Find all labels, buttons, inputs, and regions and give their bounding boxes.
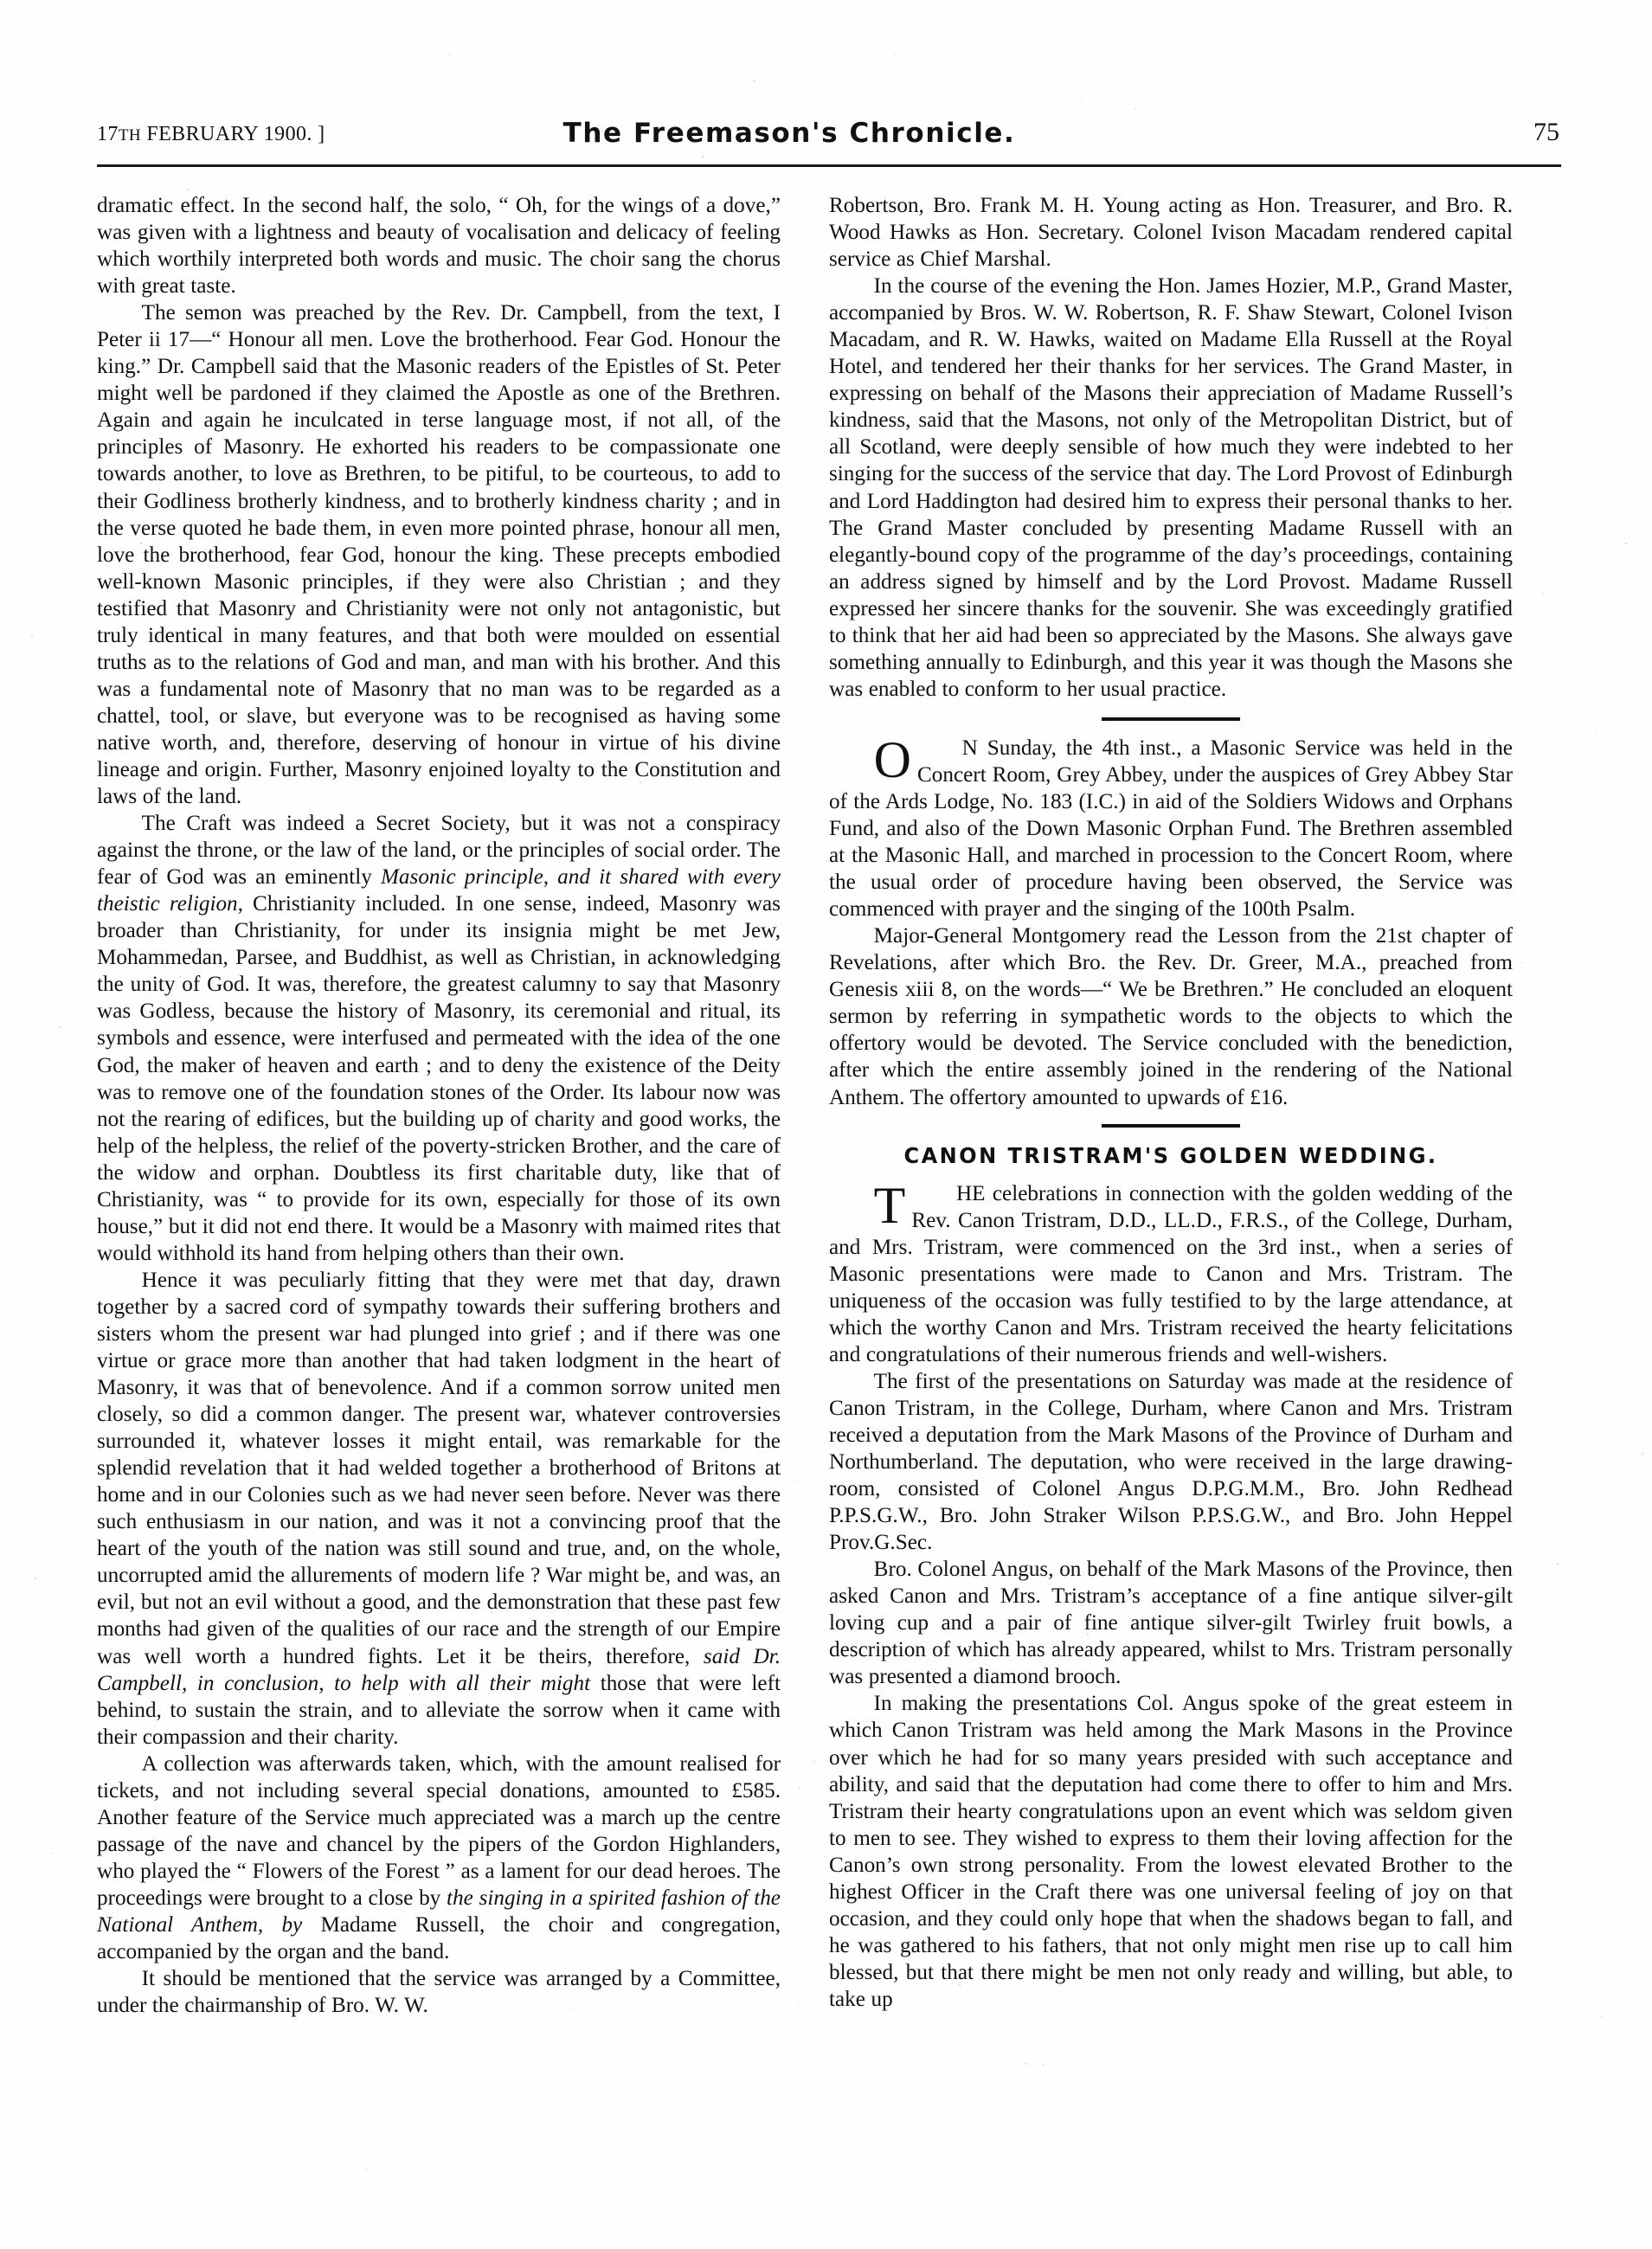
- scan-speck: [852, 1308, 853, 1310]
- scan-speck: [1001, 1895, 1003, 1897]
- scan-speck: [52, 1853, 54, 1854]
- scan-speck: [188, 189, 190, 190]
- paragraph-robertson-officers: Robertson, Bro. Frank M. H. Young acting as Hon. Treasurer, and Bro. R. Wood Hawks as Hon. Secretary. Colonel Ivison Macadam rendered capital service as Chief Marshal.: [829, 194, 1513, 272]
- scan-speck: [61, 301, 62, 303]
- paragraph-colonel-angus-behalf: Bro. Colonel Angus, on behalf of the Mark Masons of the Province, then asked Canon and Mrs. Tristram’s acceptance of a fine antique silver-gilt loving cup and a pair of fine antique silver-gilt Twirley fruit bowls, a description of which has already appeared, whilst to Mrs. Tristram personally was presented a diamond brooch.: [829, 1558, 1513, 1689]
- run-roman-4: those that were left behind, to sustain the strain, and to alleviate the sorrow when it came with their compassion and their charity.: [97, 1671, 781, 1749]
- scan-speck: [460, 1355, 462, 1357]
- scan-speck: [386, 689, 388, 691]
- scan-speck: [440, 1529, 442, 1531]
- scan-speck: [638, 256, 640, 258]
- dropcap-t: T: [873, 1176, 906, 1234]
- scan-speck: [1487, 327, 1488, 329]
- scan-speck: [1600, 2016, 1602, 2018]
- scan-speck: [1186, 870, 1187, 871]
- scan-speck: [976, 340, 978, 342]
- scan-speck: [671, 489, 672, 491]
- scan-speck: [1500, 511, 1501, 513]
- paragraph-hence-peculiarly-fitting: [97, 1267, 781, 1751]
- paragraph-dramatic-effect: dramatic effect. In the second half, the solo, “ Oh, for the wings of a dove,” was given with a lightness and beauty of vocalisation and delicacy of feeling which worthily interpreted both words and music. The choir sang the chorus with great taste.: [97, 194, 781, 299]
- journal-title: The Freemason's Chronicle.: [562, 118, 1016, 149]
- scan-speck: [434, 476, 436, 478]
- run-roman-5: A collection was afterwards taken, which, with the amount realised for tickets, and not including several special donations, amounted to £585. Another feature of the Service much appreciated was a march up the centre passage of the nave and chancel by the pipers of the Gordon Highlanders, who played the “ Flowers of the Forest ” as a lament for our dead heroes. The proceedings were brought to a close by: [97, 1751, 781, 1910]
- scan-speck: [879, 713, 881, 715]
- scan-speck: [295, 2104, 297, 2105]
- scan-speck: [1521, 962, 1523, 964]
- issue-date-superior: TH: [118, 126, 141, 145]
- scan-speck: [794, 1480, 795, 1481]
- scan-speck: [1406, 426, 1408, 427]
- dropcap-first-line: N Sunday, the 4th inst., a Masonic Service was held in the: [961, 736, 1513, 760]
- scan-speck: [503, 879, 505, 881]
- scan-speck: [813, 1761, 815, 1763]
- run-roman-2: Christianity included. In one sense, indeed, Masonry was broader than Christianity, for under its insignia might be met Jew, Mohammedan, Parsee, and Buddhist, as well as Christian, in acknowledging the unity of God. It was, therefore, the greatest calumny to say that Masonry was Godless, because the history of Masonry, its ceremonial and ritual, its symbols and essence, were interfused and permeated with the idea of the one God, the maker of heaven and earth ; and to deny the existence of the Deity was to remove one of the foundation stones of the Order. Its labour now was not the rearing of edifices, but the building up of charity and good works, the help of the helpless, the relief of the poverty-stricken Brother, and the care of the widow and orphan. Doubtless its first charitable duty, like that of Christianity, was “ to provide for its own, especially for those of its own house,” but it did not end there. It would be a Masonry with maimed rites that would withhold its hand from helping others than their own.: [97, 892, 781, 1265]
- paragraph-montgomery-lesson: Major-General Montgomery read the Lesson from the 21st chapter of Revelations, after which Bro. the Rev. Dr. Greer, M.A., preached from Genesis xiii 8, on the words—“ We be Brethren.” He concluded an eloquent sermon by referring in sympathetic words to the objects to which the offertory would be devoted. The Service concluded with the benediction, after which the entire assembly joined in the rendering of the National Anthem. The offertory amounted to upwards of £16.: [829, 924, 1513, 1109]
- scan-speck: [754, 80, 755, 81]
- paragraph-making-presentations: In making the presentations Col. Angus spoke of the great esteem in which Canon Tristram was held among the Mark Masons in the Province over which he had for so many years presided with such acceptance and ability, and said that the deputation had come there to offer to him and Mrs. Tristram their hearty congratulations upon an event which was seldom given to men to see. They wished to express to them their loving affection for the Canon’s own strong personality. From the lowest elevated Brother to the highest Officer in the Craft there was one universal feeling of joy on that occasion, and they could only hope that when the shadows began to fall, and he was gathered to his fathers, that not only might men rise up to call him blessed, but that there might be men not only ready and willing, but able, to take up: [829, 1692, 1513, 2011]
- scan-speck: [1501, 446, 1502, 447]
- paragraph-should-be-mentioned: It should be mentioned that the service was arranged by a Committee, under the chairmanship of Bro. W. W.: [97, 1967, 781, 2018]
- scan-speck: [1543, 593, 1545, 594]
- dropcap-o: O: [873, 730, 911, 788]
- paragraph-craft-secret-society: [97, 810, 781, 1267]
- scan-speck: [1582, 979, 1584, 980]
- scan-speck: [497, 657, 498, 659]
- grey-abbey-body: Grey Abbey Star of the Ards Lodge, No. 183 (I.C.) in aid of the Soldiers Widows and Orphans Fund, and also of the Down Masonic Orphan Fund. The Brethren assembled at the Masonic Hall, and marched in procession to the Concert Room, where the usual order of procedure having been observed, the Service was commenced with prayer and the singing of the 100th Psalm.: [829, 762, 1513, 922]
- run-italic-3: the singing in a spirited fashion of the National Anthem, by: [97, 1886, 781, 1937]
- scan-speck: [140, 543, 142, 544]
- running-head: [97, 118, 1559, 163]
- tristram-dropcap-second-line: of the Rev. Canon Tristram, D.D., LL.D., F.R.S., of: [911, 1181, 1513, 1232]
- scan-speck: [1625, 543, 1627, 544]
- scan-speck: [1081, 97, 1083, 99]
- tristram-body: the College, Durham, and Mrs. Tristram, were commenced on the 3rd inst., when a series of Masonic presentations were made to Canon and Mrs. Tristram. The uniqueness of the occasion was fully testified to by the large attendance, at which the worthy Canon and Mrs. Tristram received the hearty felicitations and congratulations of their numerous friends and well-wishers.: [829, 1208, 1514, 1366]
- scan-speck: [989, 313, 991, 315]
- scan-speck: [491, 1611, 492, 1613]
- section-heading-canon-tristram: CANON TRISTRAM'S GOLDEN WEDDING.: [903, 1142, 1438, 1168]
- scan-speck: [1596, 731, 1597, 733]
- issue-date: 17TH FEBRUARY 1900. ]: [97, 123, 325, 145]
- scan-speck: [959, 1984, 961, 1986]
- scan-speck: [365, 2169, 367, 2170]
- scan-speck: [597, 482, 599, 484]
- scan-speck: [412, 379, 414, 381]
- scan-speck: [1642, 1453, 1643, 1455]
- scan-speck: [1116, 1496, 1118, 1498]
- scan-speck: [941, 1516, 942, 1518]
- scan-speck: [1023, 551, 1025, 553]
- scan-speck: [652, 1065, 654, 1067]
- tristram-dropcap-first-line: HE celebrations in connection with the golden wedding: [955, 1181, 1454, 1205]
- scan-speck: [760, 1100, 762, 1102]
- scan-speck: [179, 976, 181, 978]
- scan-speck: [1157, 1457, 1159, 1459]
- scan-speck: [929, 421, 930, 423]
- section-divider-rule-1: [1102, 717, 1240, 721]
- scan-speck: [304, 332, 305, 334]
- scan-speck: [1360, 608, 1361, 610]
- scan-speck: [880, 364, 882, 366]
- scan-speck: [1069, 1770, 1070, 1771]
- scan-speck: [935, 806, 937, 807]
- scan-speck: [1025, 2063, 1027, 2065]
- paragraph-collection-afterwards: [97, 1751, 781, 1965]
- scan-speck: [726, 723, 728, 724]
- scan-speck: [35, 1578, 36, 1579]
- scan-speck: [1455, 545, 1456, 547]
- run-roman-3: Hence it was peculiarly fitting that they were met that day, drawn together by a sacred cord of sympathy towards their suffering brothers and sisters whom the present war had plunged into grief ; and if there was one virtue or grace more than another that had taken lodgment in the heart of Masonry, it was that of benevolence. And if a common sorrow united men closely, so did a common danger. The present war, whatever controversies surrounded it, whatever losses it might entail, was remarkable for the splendid revelation that it had welded together a brotherhood of Britons at home and in our Colonies such as we had never seen before. Never was there such enthusiasm in our nation, and was it not a convincing proof that the heart of the youth of the nation was still sound and true, and, on the whole, uncorrupted amid the allurements of modern life ? War might be, and was, an evil, but not an evil without a good, and the demonstration that these past few months had given of the qualities of our race and the strength of our Empire was well worth a hundred fights. Let it be theirs, therefore,: [97, 1268, 781, 1668]
- scan-speck: [1270, 332, 1271, 334]
- scan-speck: [788, 523, 790, 524]
- scan-speck: [412, 770, 414, 772]
- scan-speck: [304, 1508, 305, 1510]
- paragraph-course-of-evening: In the course of the evening the Hon. James Hozier, M.P., Grand Master, accompanied by Bros. W. W. Robertson, R. F. Shaw Stewart, Colonel Ivison Macadam, and R. W. Hawks, waited on Madame Ella Russell at the Royal Hotel, and tendered her their thanks for her services. The Grand Master, in expressing on behalf of the Masons their appreciation of Madame Russell’s kindness, said that the Masons, not only of the Metropolitan District, but of all Scotland, were deeply sensible of how much they were indebted to her singing for the success of the service that day. The Lord Provost of Edinburgh and Lord Haddington had desired him to express their personal thanks to her. The Grand Master concluded by presenting Madame Russell with an elegantly-bound copy of the programme of the day’s proceedings, containing an address signed by himself and by the Lord Provost. Madame Russell expressed her sincere thanks for the souvenir. She was exceedingly gratified to think that her aid had been so appreciated by the Masons. She always gave something annually to Edinburgh, and this year it was though the Masons she was enabled to conform to her usual practice.: [829, 274, 1513, 701]
- scan-speck: [1226, 1815, 1228, 1816]
- scan-speck: [702, 156, 704, 157]
- paragraph-first-presentation: The first of the presentations on Saturday was made at the residence of Canon Tristram, in the College, Durham, where Canon and Mrs. Tristram received a deputation from the Mark Masons of the Province of Durham and Northumberland. The deputation, who were received in the large drawing-room, consisted of Colonel Angus D.P.G.M.M., Bro. John Redhead P.P.S.G.W., Bro. John Straker Wilson P.P.S.G.W., and Bro. John Heppel Prov.G.Sec.: [829, 1369, 1513, 1555]
- scan-speck: [182, 1166, 183, 1167]
- scan-speck: [984, 233, 986, 235]
- scan-speck: [537, 45, 539, 47]
- scan-speck: [671, 1494, 672, 1495]
- page-number: 75: [1533, 118, 1559, 146]
- scan-speck: [1135, 108, 1136, 110]
- scan-speck: [448, 54, 450, 55]
- scan-speck: [108, 83, 110, 85]
- paragraph-sermon-preached: The semon was preached by the Rev. Dr. Campbell, from the text, I Peter ii 17—“ Honour all men. Love the brotherhood. Fear God. Honour the king.” Dr. Campbell said that the Masonic readers of the Epistles of St. Peter might well be pardoned if they claimed the Apostle as one of the Brethren. Again and again he inculcated in terse language most, if not all, of the principles of Masonry. He exhorted his readers to be compassionate one towards another, to love as Brethren, to be pitiful, to be courteous, to add to their Godliness brotherly kindness, and to brotherly kindness charity ; and in the verse quoted he bade them, in even more pointed phrase, honour all men, love the brotherhood, fear God, honour the king. These precepts embodied well-known Masonic principles, if they were also Christian ; and they testified that Masonry and Christianity were not only not antagonistic, but truly identical in many features, and that both were moulded on essential truths as to the relations of God and man, and man with his brother. And this was a fundamental note of Masonry that no man was to be regarded as a chattel, tool, or slave, but everyone was to be recognised as having some native worth, and, therefore, deserving of honour in virtue of his divine lineage and origin. Further, Masonry enjoined loyalty to the Constitution and laws of the land.: [97, 301, 781, 809]
- scan-speck: [955, 551, 957, 553]
- scan-speck: [497, 697, 498, 698]
- run-italic-2: said Dr. Campbell, in conclusion, to help with all their might: [97, 1644, 781, 1695]
- left-column: [97, 192, 781, 2019]
- paragraph-tristram-celebrations: [829, 1176, 1514, 1368]
- scan-speck: [347, 1125, 349, 1127]
- run-italic-1: Masonic principle, and it shared with every theistic religion,: [97, 865, 781, 916]
- dropcap-second-line: Concert Room, Grey Abbey, under the auspices of: [917, 762, 1360, 787]
- right-column: [829, 192, 1513, 2013]
- scan-speck: [1361, 423, 1363, 425]
- scan-speck: [281, 828, 283, 830]
- run-roman-6: Madame Russell, the choir and congregation, accompanied by the organ and the band.: [97, 1913, 781, 1964]
- scan-speck: [279, 1504, 280, 1506]
- scan-speck: [1557, 1563, 1559, 1565]
- run-roman-1: The Craft was indeed a Secret Society, but it was not a conspiracy against the throne, or the law of the land, or the principles of social order. The fear of God was an eminently: [97, 812, 781, 890]
- section-divider-rule-2: [1102, 1124, 1240, 1128]
- scan-speck: [640, 781, 641, 783]
- scan-speck: [569, 2008, 571, 2009]
- scan-speck: [894, 54, 896, 55]
- two-column-body: [97, 192, 1561, 2208]
- scan-speck: [715, 1338, 717, 1340]
- scan-speck: [799, 2000, 800, 2002]
- scan-speck: [302, 1218, 304, 1219]
- scan-speck: [268, 693, 270, 695]
- header-rule: [97, 164, 1561, 167]
- scan-speck: [31, 635, 33, 637]
- scan-speck: [1042, 2064, 1044, 2066]
- scan-speck: [1442, 498, 1443, 499]
- scan-speck: [799, 1787, 800, 1789]
- scan-speck: [59, 1026, 61, 1028]
- scan-speck: [1087, 1634, 1089, 1635]
- paragraph-grey-abbey-service: [829, 730, 1513, 922]
- scan-speck: [129, 1120, 131, 1121]
